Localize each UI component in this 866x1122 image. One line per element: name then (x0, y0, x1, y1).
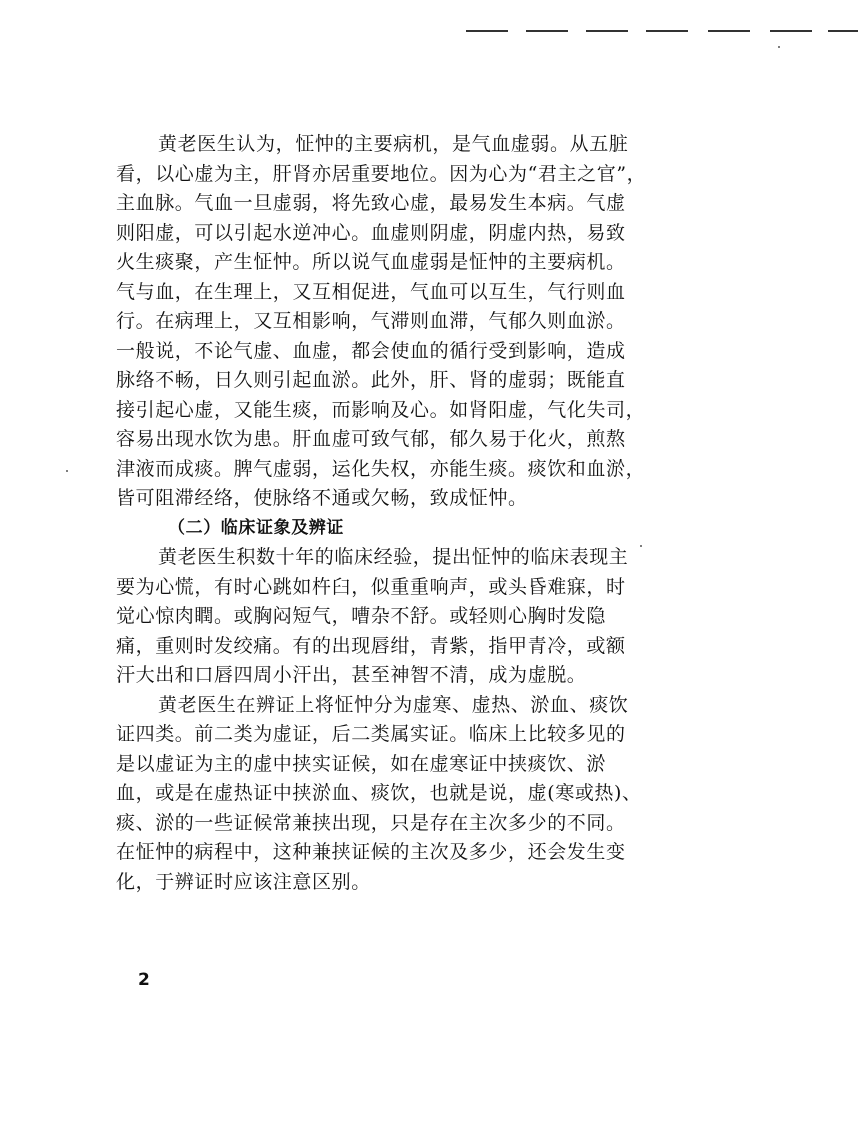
paragraph-line: 要为心慌，有时心跳如杵臼，似重重响声，或头昏难寐，时 (116, 575, 626, 598)
paragraph-line: 血，或是在虚热证中挟淤血、痰饮，也就是说，虚(寒或热)、 (116, 782, 642, 804)
paragraph-line: 容易出现水饮为患。肝血虚可致气郁，郁久易于化火，煎熬 (116, 428, 626, 450)
paragraph-line: 津液而成痰。脾气虚弱，运化失权，亦能生痰。痰饮和血淤， (116, 457, 646, 480)
header-dash (828, 30, 858, 32)
paragraph-line: 证四类。前二类为虚证，后二类属实证。临床上比较多见的 (116, 723, 626, 745)
page-body (116, 130, 720, 897)
scan-speck (778, 46, 780, 48)
paragraph-line: 黄老医生在辨证上将怔忡分为虚寒、虚热、淤血、痰饮 (158, 693, 629, 716)
paragraph-line: 看，以心虚为主，肝肾亦居重要地位。因为心为“君主之官”， (116, 162, 647, 185)
paragraph-line: 则阳虚，可以引起水逆冲心。血虚则阴虚，阴虚内热，易致 (116, 221, 626, 244)
paragraph-line: 主血脉。气血一旦虚弱，将先致心虚，最易发生本病。气虚 (116, 192, 626, 214)
section-heading: （二）临床证象及辨证 (168, 517, 344, 538)
header-dash (770, 30, 812, 32)
paragraph-line: 汗大出和口唇四周小汗出，甚至神智不清，成为虚脱。 (116, 664, 587, 686)
header-dash (708, 30, 750, 32)
paragraph-line: 化，于辨证时应该注意区别。 (116, 870, 371, 893)
page-number: 2 (138, 970, 150, 990)
paragraph-line: 气与血，在生理上，又互相促进，气血可以互生，气行则血 (116, 280, 626, 303)
paragraph-line: 行。在病理上，又互相影响，气滞则血滞，气郁久则血淤。 (116, 310, 626, 332)
paragraph-line: 皆可阻滞经络，使脉络不通或欠畅，致成怔忡。 (116, 487, 528, 509)
header-dash (646, 30, 688, 32)
scan-speck (640, 545, 642, 547)
scan-speck (66, 470, 68, 472)
paragraph-line: 觉心惊肉瞤。或胸闷短气，嘈杂不舒。或轻则心胸时发隐 (116, 605, 607, 627)
paragraph-line: 在怔忡的病程中，这种兼挟证候的主次及多少，还会发生变 (116, 841, 626, 863)
paragraph-line: 黄老医生认为，怔忡的主要病机，是气血虚弱。从五脏 (158, 133, 629, 155)
paragraph-line: 火生痰聚，产生怔忡。所以说气血虚弱是怔忡的主要病机。 (116, 251, 626, 273)
paragraph-line: 痰、淤的一些证候常兼挟出现，只是存在主次多少的不同。 (116, 811, 626, 834)
header-dash (586, 30, 628, 32)
paragraph-line: 一般说，不论气虚、血虚，都会使血的循行受到影响，造成 (116, 339, 626, 362)
paragraph-line: 是以虚证为主的虚中挟实证候，如在虚寒证中挟痰饮、淤 (116, 752, 607, 775)
header-rule (452, 8, 866, 48)
paragraph-line: 痛，重则时发绞痛。有的出现唇绀，青紫，指甲青冷，或额 (116, 634, 626, 657)
header-dash (526, 30, 568, 32)
header-dash (466, 30, 508, 32)
paragraph-line: 脉络不畅，日久则引起血淤。此外，肝、肾的虚弱；既能直 (116, 369, 626, 391)
paragraph-line: 黄老医生积数十年的临床经验，提出怔忡的临床表现主 (158, 546, 629, 568)
paragraph-line: 接引起心虚，又能生痰，而影响及心。如肾阳虚，气化失司， (116, 398, 646, 421)
